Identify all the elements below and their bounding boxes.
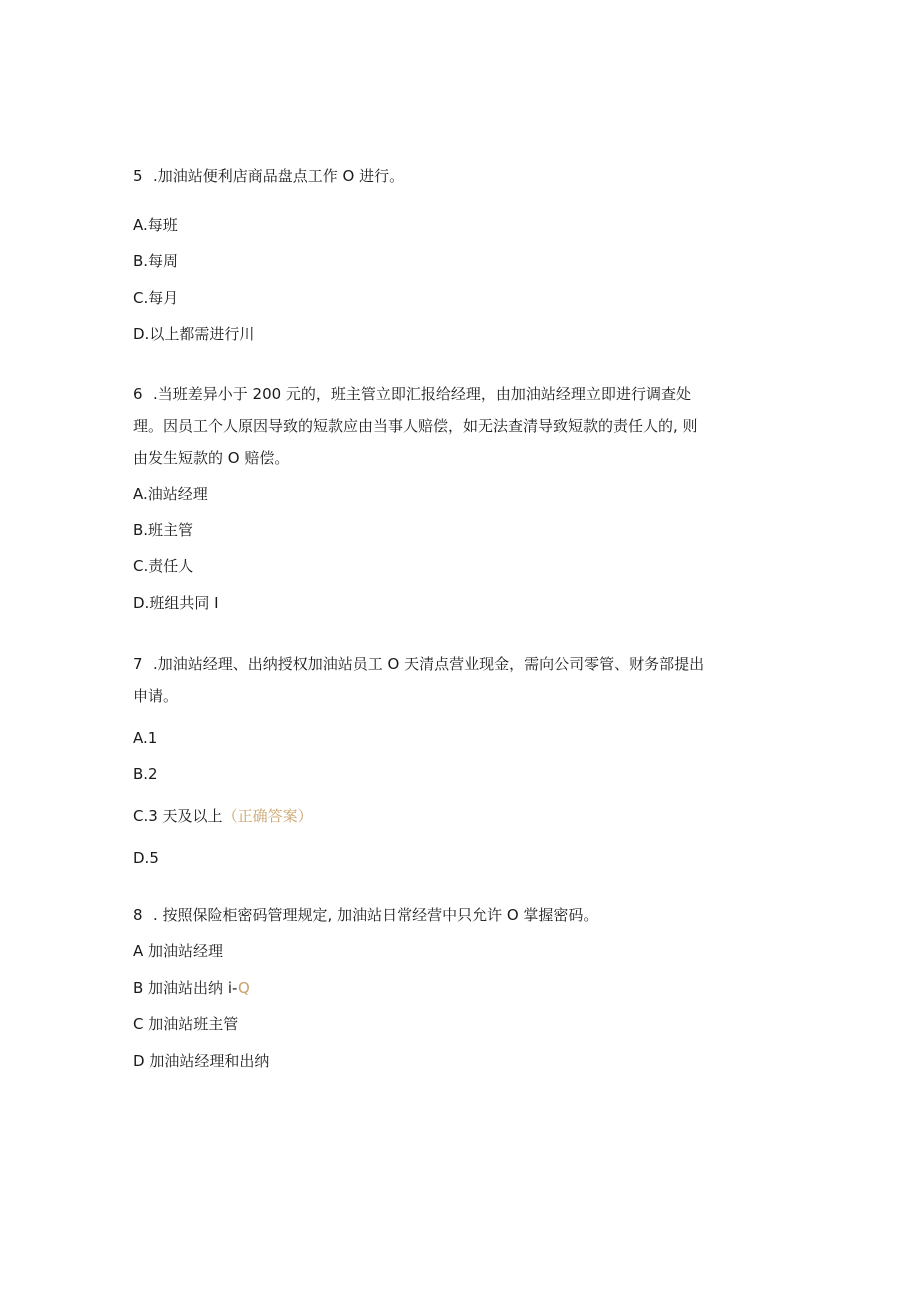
question-7-option-b: B.2 [133,765,158,783]
question-6-number: 6 [133,385,143,403]
question-7-number: 7 [133,655,143,673]
question-7-option-d: D.5 [133,849,159,867]
question-8-number: 8 [133,906,143,924]
question-5-option-a: A.每班 [133,216,178,234]
question-5-option-d: D.以上都需进行川 [133,325,255,343]
question-8-option-c: C 加油站班主管 [133,1015,239,1033]
correct-answer-mark: （正确答案） [222,807,313,825]
question-8-option-d: D 加油站经理和出纳 [133,1052,270,1070]
question-6-option-d: D.班组共同 I [133,594,219,612]
question-7-stem-line-1: 7 .加油站经理、出纳授权加油站员工 O 天清点营业现金，需向公司零管、财务部提出 [133,655,705,673]
question-6-option-a: A.油站经理 [133,485,208,503]
question-6-option-b: B.班主管 [133,521,194,539]
question-8-option-b: B 加油站出纳 i-Q [133,979,250,997]
question-6-stem-line-3: 由发生短款的 O 赔偿。 [133,449,290,467]
question-7-option-a: A.1 [133,729,158,747]
question-5-stem-line-1: 5 .加油站便利店商品盘点工作 O 进行。 [133,167,405,185]
question-8-stem-line-1: 8 . 按照保险柜密码管理规定, 加油站日常经营中只允许 O 掌握密码。 [133,906,599,924]
question-6-stem-line-2: 理。因员工个人原因导致的短款应由当事人赔偿，如无法查清导致短款的责任人的, 则 [133,417,698,435]
question-8-option-a: A 加油站经理 [133,942,224,960]
option-b-highlight-mark: Q [237,979,250,997]
question-5-option-b: B.每周 [133,252,179,270]
question-7-stem-line-2: 申请。 [133,687,179,705]
question-6-stem-line-1: 6 .当班差异小于 200 元的，班主管立即汇报给经理，由加油站经理立即进行调查处 [133,385,691,403]
question-6-option-c: C.责任人 [133,557,194,575]
question-7-option-c: C.3 天及以上（正确答案） [133,807,313,825]
question-5-option-c: C.每月 [133,289,179,307]
question-5-number: 5 [133,167,143,185]
